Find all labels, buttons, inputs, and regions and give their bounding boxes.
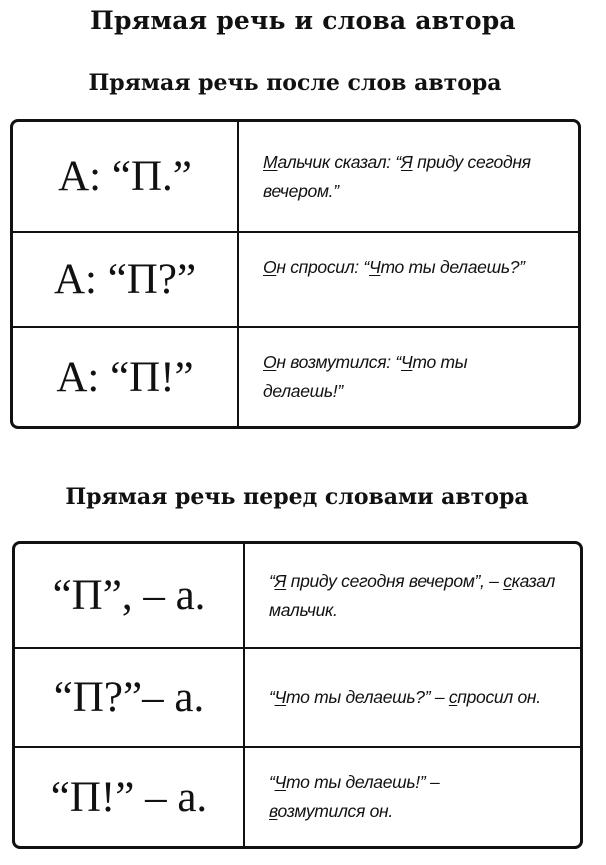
table-row <box>13 326 578 426</box>
table-row <box>15 746 580 846</box>
example-text <box>269 768 514 826</box>
example-underlined-letter: Ч <box>274 687 287 707</box>
example-fragment: просил он. <box>457 687 541 707</box>
example-underlined-letter: Ч <box>274 772 287 792</box>
example-cell <box>239 328 578 426</box>
page-title: Прямая речь и слова автора <box>90 6 516 35</box>
formula-cell: “П!” – а. <box>15 748 245 846</box>
example-text <box>269 683 541 712</box>
example-cell <box>239 122 578 231</box>
example-fragment: “ <box>269 687 275 707</box>
example-text <box>263 253 525 282</box>
table-row <box>13 122 578 231</box>
section-heading-after: Прямая речь после слов автора <box>88 70 502 96</box>
example-fragment: приду сегодня вечером.” <box>263 151 531 201</box>
example-cell <box>245 748 580 846</box>
example-fragment: “ <box>269 570 275 591</box>
example-fragment: то ты делаешь?” – <box>286 687 449 707</box>
table-row <box>15 647 580 746</box>
section-heading-before: Прямая речь перед словами автора <box>65 484 529 510</box>
example-text <box>263 148 566 206</box>
example-underlined-letter: Я <box>274 570 287 591</box>
example-fragment: то ты делаешь!” <box>263 352 468 401</box>
formula-cell: “П”, – а. <box>15 544 245 647</box>
formula-cell: А: “П?” <box>13 233 239 326</box>
example-underlined-letter: Я <box>400 151 413 172</box>
example-fragment: то ты делаешь!” – <box>286 772 440 792</box>
example-underlined-letter: с <box>448 687 458 707</box>
formula-cell: А: “П!” <box>13 328 239 426</box>
example-cell <box>245 544 580 647</box>
example-fragment: казал мальчик. <box>269 570 556 620</box>
table-speech-before-author <box>12 541 583 849</box>
example-underlined-letter: О <box>263 352 277 372</box>
example-fragment: н возмутился: “ <box>276 352 401 372</box>
example-fragment: озмутился он. <box>277 801 393 821</box>
example-text <box>269 567 568 625</box>
example-fragment: то ты делаешь?” <box>380 257 525 277</box>
example-underlined-letter: О <box>263 257 277 277</box>
example-fragment: альчик сказал: “ <box>277 151 401 172</box>
table-row <box>15 544 580 647</box>
table-row <box>13 231 578 326</box>
table-speech-after-author <box>10 119 581 429</box>
example-fragment: приду сегодня вечером”, – <box>286 570 504 591</box>
example-text <box>263 348 503 406</box>
example-underlined-letter: М <box>263 151 278 172</box>
example-fragment: н спросил: “ <box>276 257 369 277</box>
example-underlined-letter: Ч <box>400 352 413 372</box>
example-fragment: “ <box>269 772 275 792</box>
example-cell <box>245 649 580 746</box>
example-underlined-letter: в <box>269 801 278 821</box>
example-cell <box>239 233 578 326</box>
example-underlined-letter: Ч <box>368 257 381 277</box>
example-underlined-letter: с <box>503 570 512 591</box>
formula-cell: “П?”– а. <box>15 649 245 746</box>
formula-cell: А: “П.” <box>13 122 239 231</box>
